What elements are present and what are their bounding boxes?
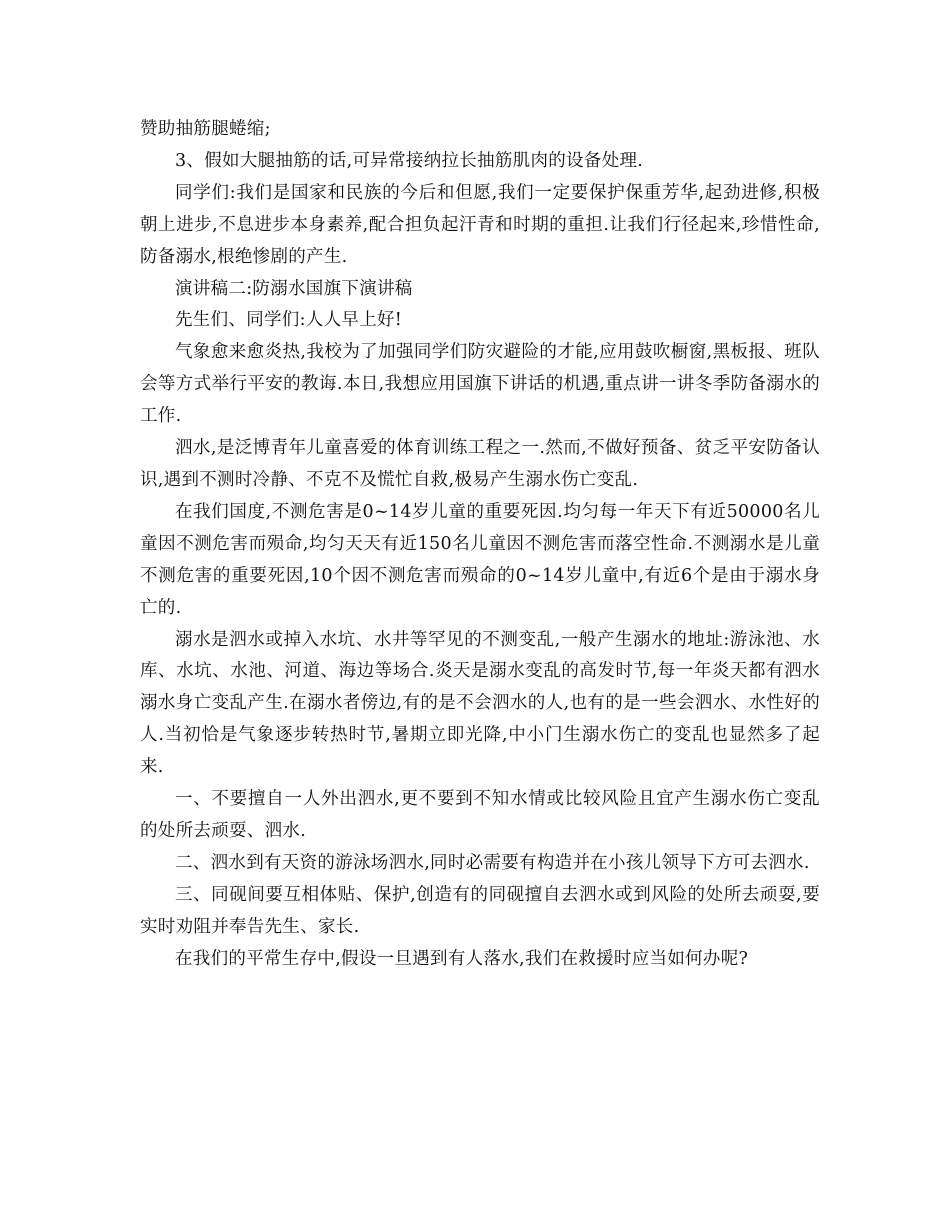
paragraph-drowning-places: 溺水是泗水或掉入水坑、水井等罕见的不测变乱,一般产生溺水的地址:游泳池、水库、水坑、水池、河道、海边等场合.炎天是溺水变乱的高发时节,每一年炎天都有泗水溺水身亡变乱产生.在溺水者傍边,有的是不会泗水的人,也有的是一些会泗水、水性好的人.当初恰是气象逐步转热时节,暑期立即光降,中小门生溺水伤亡的变乱也显然多了起来.: [140, 629, 820, 778]
paragraph-continuation: 赞助抽筋腿蜷缩;: [140, 119, 271, 139]
section-heading: 演讲稿二:防溺水国旗下演讲稿: [175, 278, 413, 299]
paragraph-appeal: 同学们:我们是国家和民族的今后和但愿,我们一定要保护保重芳华,起劲进修,积极朝上进步,不息进步本身素养,配合担负起汗青和时期的重担.让我们行径起来,珍惜性命,防备溺水,根绝惨剧的产生.: [140, 182, 820, 267]
body-text: [140, 114, 820, 975]
greeting: 先生们、同学们:人人早上好!: [175, 310, 403, 331]
paragraph-swimming: 泗水,是泛博青年儿童喜爱的体育训练工程之一.然而,不做好预备、贫乏平安防备认识,遇到不测时冷静、不克不及慌忙自救,极易产生溺水伤亡变乱.: [140, 438, 820, 490]
paragraph-item-3: 3、假如大腿抽筋的话,可异常接纳拉长抽筋肌肉的设备处理.: [175, 150, 644, 171]
rule-three: 三、同砚间要互相体贴、保护,创造有的同砚擅自去泗水或到风险的处所去顽耍,要实时劝阻并奉告先生、家长.: [140, 884, 820, 937]
paragraph-statistics: 在我们国度,不测危害是0~14岁儿童的重要死因.均匀每一年天下有近50000名儿童因不测危害而殒命,均匀天天有近150名儿童因不测危害而落空性命.不测溺水是儿童不测危害的重要死因,10个因不测危害而殒命的0~14岁儿童中,有近6个是由于溺水身亡的.: [140, 501, 820, 618]
rule-one: 一、不要擅自一人外出泗水,更不要到不知水情或比较风险且宜产生溺水伤亡变乱的处所去顽耍、泗水.: [140, 789, 820, 841]
paragraph-intro: 气象愈来愈炎热,我校为了加强同学们防灾避险的才能,应用鼓吹橱窗,黑板报、班队会等方式举行平安的教诲.本日,我想应用国旗下讲话的机遇,重点讲一讲冬季防备溺水的工作.: [140, 342, 820, 427]
paragraph-rescue-question: 在我们的平常生存中,假设一旦遇到有人落水,我们在救援时应当如何办呢?: [175, 948, 749, 969]
rule-two: 二、泗水到有天资的游泳场泗水,同时必需要有构造并在小孩儿领导下方可去泗水.: [175, 852, 810, 873]
